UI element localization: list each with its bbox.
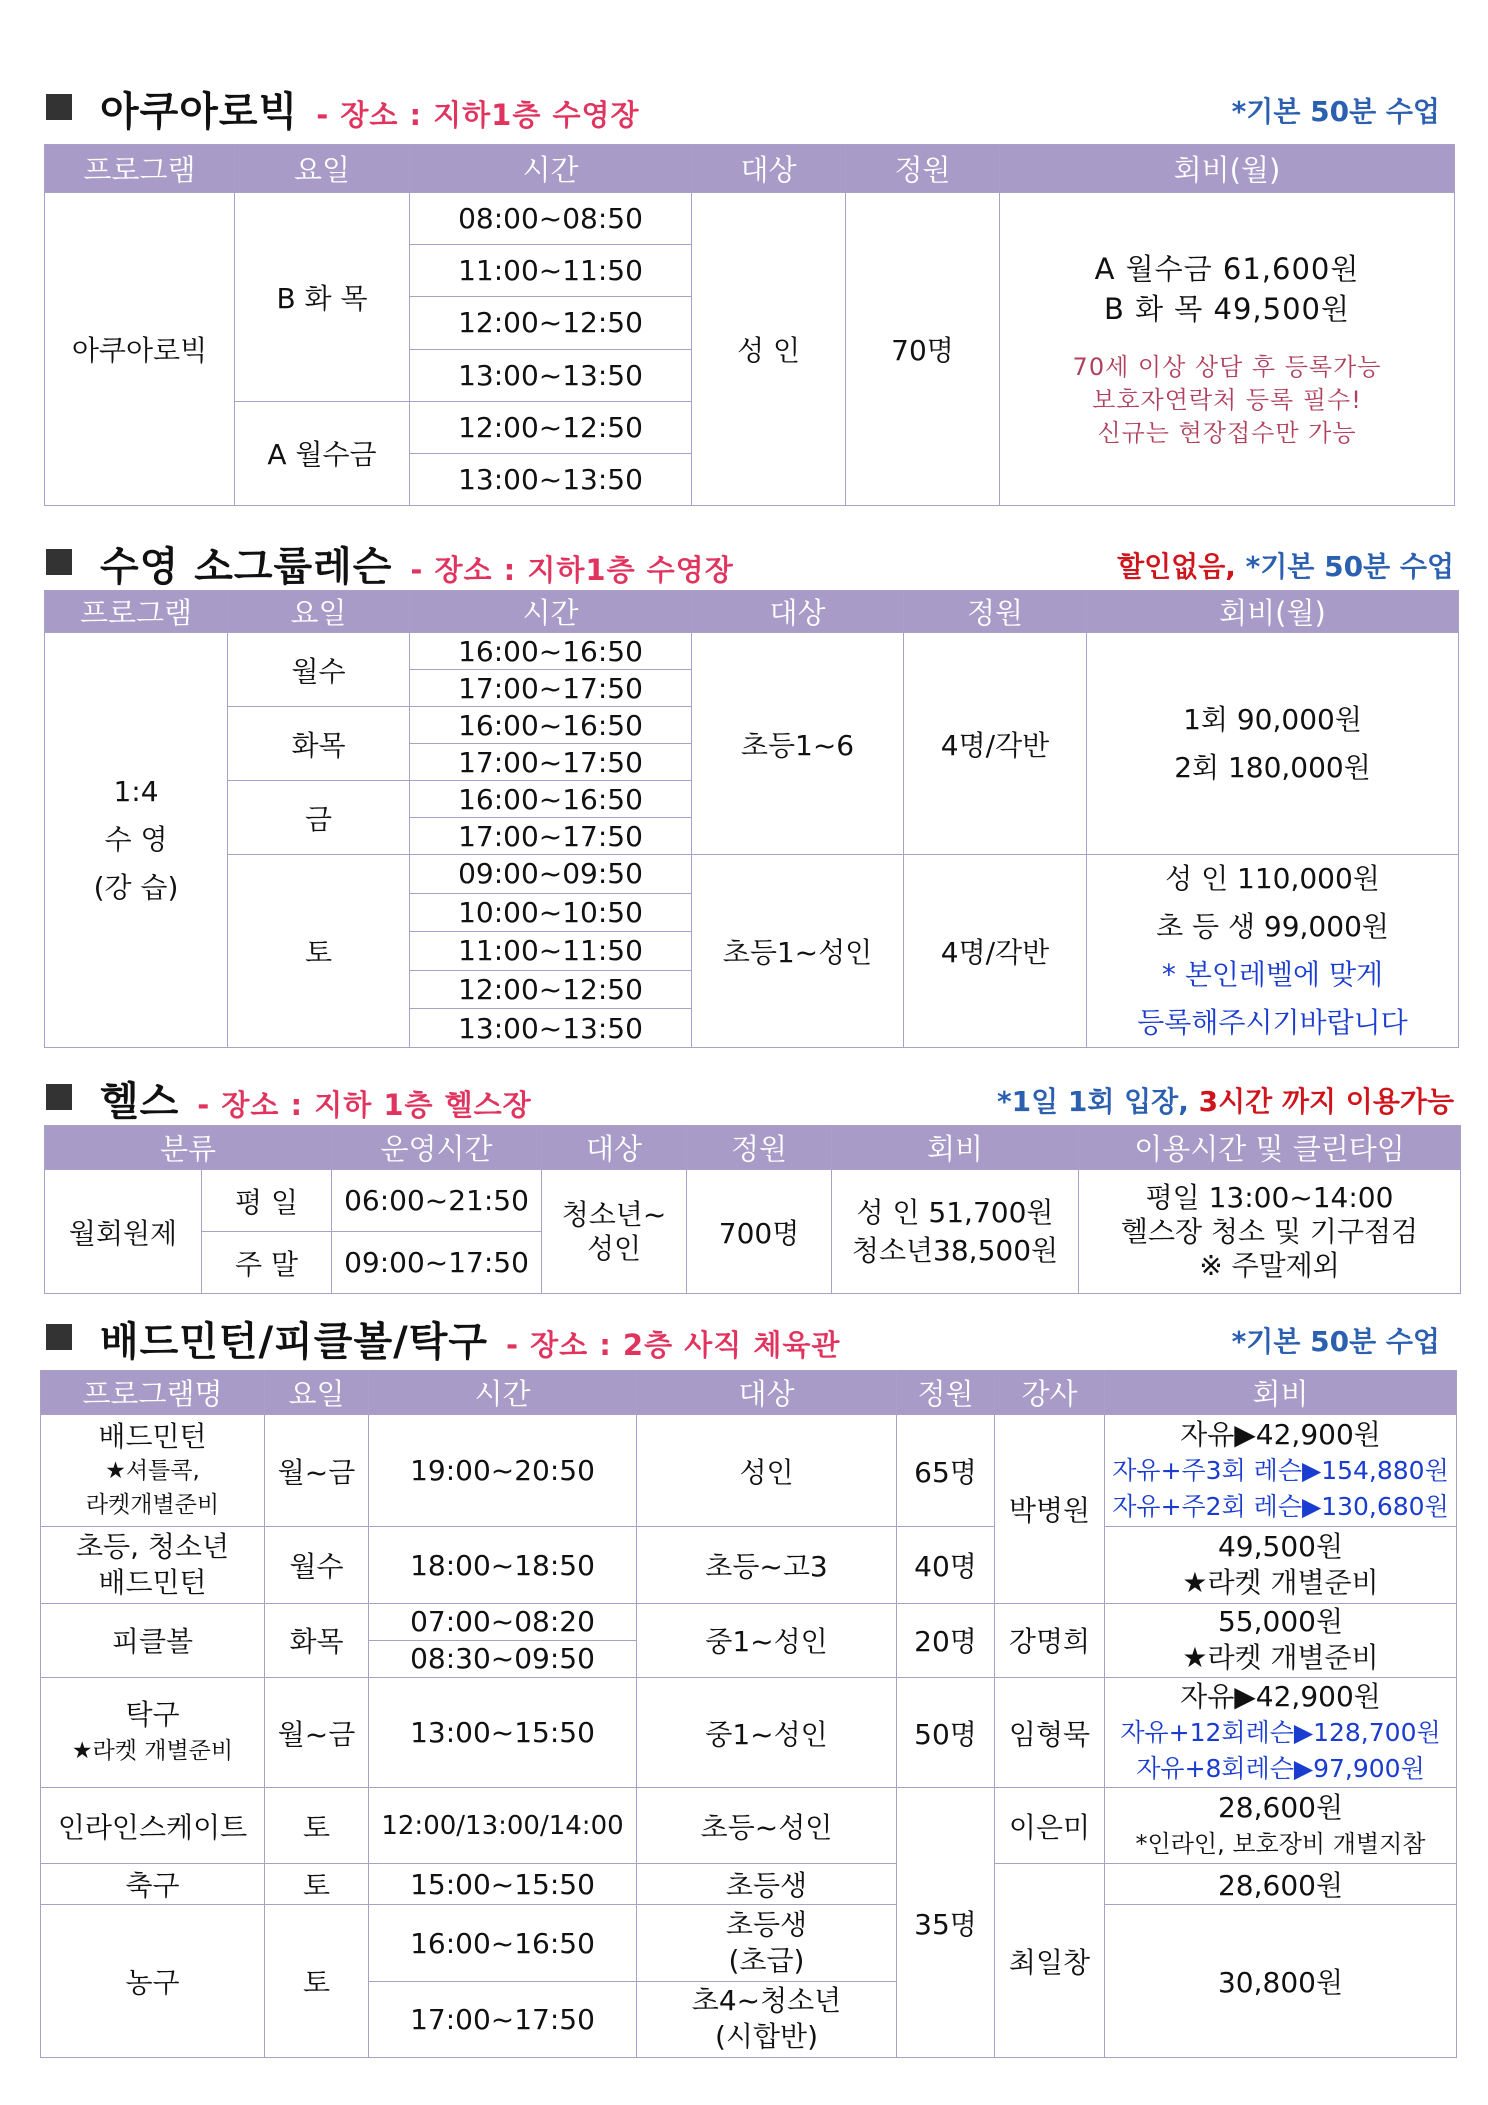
capacity: 65명 xyxy=(897,1415,995,1527)
target: 성인 xyxy=(637,1415,897,1527)
fee-cell xyxy=(1087,633,1459,855)
time: 15:00~15:50 xyxy=(369,1864,637,1905)
fee-line: 자유+주3회 레슨▶154,880원 xyxy=(1112,1455,1449,1485)
fee-cell xyxy=(1105,1603,1457,1677)
header-target: 대상 xyxy=(692,591,904,633)
time-slot: 16:00~16:50 xyxy=(410,707,692,744)
fee-line: 자유+주2회 레슨▶130,680원 xyxy=(1112,1491,1449,1521)
section-title xyxy=(100,80,640,137)
fee-cell xyxy=(1105,1527,1457,1603)
target-line: 초4~청소년 xyxy=(691,1984,842,2018)
fee-line: 1회 90,000원 xyxy=(1183,702,1362,736)
header-target: 대상 xyxy=(692,145,846,193)
time-slot: 17:00~17:50 xyxy=(410,818,692,855)
program-line: 초등, 청소년 xyxy=(75,1530,230,1564)
weekend-label: 주 말 xyxy=(202,1232,332,1294)
day: 금 xyxy=(228,781,410,855)
time-slot: 12:00~12:50 xyxy=(410,297,692,349)
instructor: 임형묵 xyxy=(995,1677,1105,1787)
program-inline: 인라인스케이트 xyxy=(41,1788,265,1864)
section-swim-header xyxy=(46,535,1454,591)
time-slot: 13:00~13:50 xyxy=(410,1009,692,1048)
target xyxy=(637,1981,897,2057)
section-location: - 장소 : 지하1층 수영장 xyxy=(316,98,640,132)
target: 초등1~6 xyxy=(692,633,904,855)
section-sports-header xyxy=(46,1310,1440,1366)
instructor: 이은미 xyxy=(995,1788,1105,1864)
program-line: 1:4 xyxy=(113,775,159,808)
day: 토 xyxy=(228,855,410,1048)
section-title-text: 아쿠아로빅 xyxy=(100,89,299,135)
fee-cell xyxy=(1105,1415,1457,1527)
square-bullet-icon xyxy=(46,94,72,120)
program-tabletennis xyxy=(41,1677,265,1787)
program-youth-badminton xyxy=(41,1527,265,1603)
target: 중1~성인 xyxy=(637,1603,897,1677)
header-capacity: 정원 xyxy=(904,591,1087,633)
header-capacity: 정원 xyxy=(846,145,1000,193)
note-entry: *1일 1회 입장, xyxy=(996,1085,1199,1118)
target xyxy=(637,1905,897,1981)
section-title xyxy=(100,1310,840,1367)
time-slot: 12:00~12:50 xyxy=(410,970,692,1009)
day: 월~금 xyxy=(265,1415,369,1527)
target: 중1~성인 xyxy=(637,1677,897,1787)
day-b: B 화 목 xyxy=(235,193,410,402)
program-badminton xyxy=(41,1415,265,1527)
section-location: - 장소 : 2층 사직 체육관 xyxy=(505,1328,841,1362)
section-aquarobics-header xyxy=(46,80,1440,136)
program-line: (강 습) xyxy=(93,871,179,904)
fee-line: ★라켓 개별준비 xyxy=(1182,1566,1379,1600)
fee-line: 자유▶42,900원 xyxy=(1180,1417,1381,1451)
target: 성 인 xyxy=(692,193,846,506)
header-day: 요일 xyxy=(228,591,410,633)
target-line: 성인 xyxy=(586,1231,642,1265)
program-note: ★셔틀콕, xyxy=(105,1457,200,1484)
program-note: ★라켓 개별준비 xyxy=(71,1737,234,1764)
clean-line: 헬스장 청소 및 기구점검 xyxy=(1120,1214,1419,1248)
target: 초등1~성인 xyxy=(692,855,904,1048)
target-line: 초등생 xyxy=(725,1908,808,1942)
fee-line: 성 인 51,700원 xyxy=(856,1195,1054,1229)
square-bullet-icon xyxy=(46,1324,72,1350)
program-name: 아쿠아로빅 xyxy=(45,193,235,506)
fee-cell: 28,600원 xyxy=(1105,1864,1457,1905)
time-slot: 11:00~11:50 xyxy=(410,245,692,297)
day: 토 xyxy=(265,1788,369,1864)
section-title-text: 배드민턴/피클볼/탁구 xyxy=(100,1319,488,1365)
day: 월수 xyxy=(265,1527,369,1603)
fee-cell xyxy=(1105,1788,1457,1864)
instructor: 강명희 xyxy=(995,1603,1105,1677)
time-slot: 17:00~17:50 xyxy=(410,744,692,781)
note-basic: *기본 50분 수업 xyxy=(1235,550,1454,583)
weekend-time: 09:00~17:50 xyxy=(332,1232,542,1294)
clean-line: 평일 13:00~14:00 xyxy=(1145,1180,1394,1214)
section-location: - 장소 : 지하1층 수영장 xyxy=(410,553,734,587)
header-day: 요일 xyxy=(235,145,410,193)
header-fee: 회비(월) xyxy=(1000,145,1455,193)
time-slot: 13:00~13:50 xyxy=(410,453,692,505)
capacity: 50명 xyxy=(897,1677,995,1787)
fee-cell xyxy=(1000,193,1455,506)
day: 화목 xyxy=(228,707,410,781)
header-instructor: 강사 xyxy=(995,1371,1105,1415)
fee-note: * 본인레벨에 맞게 xyxy=(1161,958,1384,991)
section-note xyxy=(997,1080,1454,1120)
section-note: *기본 50분 수업 xyxy=(1231,95,1440,128)
header-time: 시간 xyxy=(369,1371,637,1415)
time: 19:00~20:50 xyxy=(369,1415,637,1527)
header-fee: 회비 xyxy=(1105,1371,1457,1415)
aquarobics-table xyxy=(44,144,1455,506)
time-slot: 10:00~10:50 xyxy=(410,893,692,932)
fee-line: ★라켓 개별준비 xyxy=(1182,1641,1379,1675)
fee-line: 초 등 생 99,000원 xyxy=(1156,910,1389,943)
time-slot: 08:00~08:50 xyxy=(410,193,692,245)
capacity: 4명/각반 xyxy=(904,633,1087,855)
square-bullet-icon xyxy=(46,1084,72,1110)
header-day: 요일 xyxy=(265,1371,369,1415)
time: 07:00~08:20 xyxy=(369,1603,637,1640)
notice-line: 신규는 현장접수만 가능 xyxy=(1097,418,1357,447)
fee-b: B 화 목 49,500원 xyxy=(1103,291,1351,326)
target: 초등~성인 xyxy=(637,1788,897,1864)
instructor: 박병원 xyxy=(995,1415,1105,1604)
program-note: 라켓개별준비 xyxy=(85,1491,220,1518)
target-line: (시합반) xyxy=(715,2020,818,2054)
section-title-text: 헬스 xyxy=(100,1079,180,1125)
section-title xyxy=(100,1070,532,1127)
capacity: 4명/각반 xyxy=(904,855,1087,1048)
header-category: 분류 xyxy=(45,1126,332,1170)
header-capacity: 정원 xyxy=(897,1371,995,1415)
time: 13:00~15:50 xyxy=(369,1677,637,1787)
capacity: 700명 xyxy=(687,1170,832,1294)
fee-cell xyxy=(832,1170,1079,1294)
fee-line: 2회 180,000원 xyxy=(1174,750,1371,784)
time: 12:00/13:00/14:00 xyxy=(369,1788,637,1864)
instructor: 최일창 xyxy=(995,1864,1105,2058)
capacity: 70명 xyxy=(846,193,1000,506)
capacity: 20명 xyxy=(897,1603,995,1677)
capacity: 40명 xyxy=(897,1527,995,1603)
fee-line: 자유▶42,900원 xyxy=(1180,1679,1381,1713)
note-limit: 3시간 까지 이용가능 xyxy=(1198,1085,1454,1118)
program-pickleball: 피클볼 xyxy=(41,1603,265,1677)
fee-line: 자유+8회레슨▶97,900원 xyxy=(1136,1753,1425,1783)
time-slot: 09:00~09:50 xyxy=(410,855,692,894)
header-clean-time: 이용시간 및 클린타임 xyxy=(1079,1126,1461,1170)
square-bullet-icon xyxy=(46,549,72,575)
section-gym-header xyxy=(46,1070,1454,1126)
header-program: 프로그램명 xyxy=(41,1371,265,1415)
header-target: 대상 xyxy=(637,1371,897,1415)
header-time: 시간 xyxy=(410,591,692,633)
sports-table xyxy=(40,1370,1457,2058)
program-name xyxy=(45,633,228,1048)
target-line: (초급) xyxy=(728,1944,805,1978)
clean-line: ※ 주말제외 xyxy=(1199,1248,1340,1282)
time-slot: 17:00~17:50 xyxy=(410,670,692,707)
header-hours: 운영시간 xyxy=(332,1126,542,1170)
fee-note: 등록해주시기바랍니다 xyxy=(1137,1006,1408,1039)
notice-line: 보호자연락처 등록 필수! xyxy=(1092,385,1362,414)
time: 18:00~18:50 xyxy=(369,1527,637,1603)
fee-line: 성 인 110,000원 xyxy=(1165,862,1380,895)
target-line: 청소년~ xyxy=(561,1197,667,1231)
weekday-time: 06:00~21:50 xyxy=(332,1170,542,1232)
weekday-label: 평 일 xyxy=(202,1170,332,1232)
time-slot: 16:00~16:50 xyxy=(410,633,692,670)
time-slot: 11:00~11:50 xyxy=(410,932,692,971)
time: 16:00~16:50 xyxy=(369,1905,637,1981)
fee-line: *인라인, 보호장비 개별지참 xyxy=(1135,1829,1426,1858)
day: 월수 xyxy=(228,633,410,707)
header-fee: 회비(월) xyxy=(1087,591,1459,633)
fee-cell xyxy=(1087,855,1459,1048)
section-location: - 장소 : 지하 1층 헬스장 xyxy=(197,1088,532,1122)
time-slot: 12:00~12:50 xyxy=(410,401,692,453)
fee-cell: 30,800원 xyxy=(1105,1905,1457,2058)
fee-line: 청소년38,500원 xyxy=(851,1233,1059,1267)
fee-a: A 월수금 61,600원 xyxy=(1094,251,1360,286)
fee-line: 55,000원 xyxy=(1217,1605,1344,1639)
header-time: 시간 xyxy=(410,145,692,193)
section-title-text: 수영 소그룹레슨 xyxy=(100,544,393,590)
capacity: 35명 xyxy=(897,1788,995,2058)
fee-cell xyxy=(1105,1677,1457,1787)
day: 토 xyxy=(265,1905,369,2058)
target: 초등생 xyxy=(637,1864,897,1905)
fee-line: 28,600원 xyxy=(1217,1790,1344,1824)
fee-line: 49,500원 xyxy=(1217,1530,1344,1564)
program-line: 수 영 xyxy=(104,823,168,856)
program-soccer: 축구 xyxy=(41,1864,265,1905)
header-capacity: 정원 xyxy=(687,1126,832,1170)
header-target: 대상 xyxy=(542,1126,687,1170)
note-no-discount: 할인없음, xyxy=(1117,550,1236,583)
program-line: 탁구 xyxy=(125,1697,180,1731)
day-a: A 월수금 xyxy=(235,401,410,505)
swim-table xyxy=(44,590,1459,1048)
category: 월회원제 xyxy=(45,1170,202,1294)
header-program: 프로그램 xyxy=(45,591,228,633)
fee-line: 자유+12회레슨▶128,700원 xyxy=(1120,1717,1441,1747)
section-note xyxy=(1117,545,1454,585)
section-title xyxy=(100,535,734,592)
day: 화목 xyxy=(265,1603,369,1677)
header-fee: 회비 xyxy=(832,1126,1079,1170)
gym-table xyxy=(44,1125,1461,1294)
target xyxy=(542,1170,687,1294)
day: 월~금 xyxy=(265,1677,369,1787)
target: 초등~고3 xyxy=(637,1527,897,1603)
program-line: 배드민턴 xyxy=(98,1419,207,1453)
time: 08:30~09:50 xyxy=(369,1640,637,1677)
time-slot: 16:00~16:50 xyxy=(410,781,692,818)
day: 토 xyxy=(265,1864,369,1905)
program-basketball: 농구 xyxy=(41,1905,265,2058)
section-note: *기본 50분 수업 xyxy=(1231,1325,1440,1358)
program-line: 배드민턴 xyxy=(98,1566,207,1600)
time: 17:00~17:50 xyxy=(369,1981,637,2057)
clean-time-cell xyxy=(1079,1170,1461,1294)
notice-line: 70세 이상 상담 후 등록가능 xyxy=(1072,352,1382,381)
header-program: 프로그램 xyxy=(45,145,235,193)
time-slot: 13:00~13:50 xyxy=(410,349,692,401)
